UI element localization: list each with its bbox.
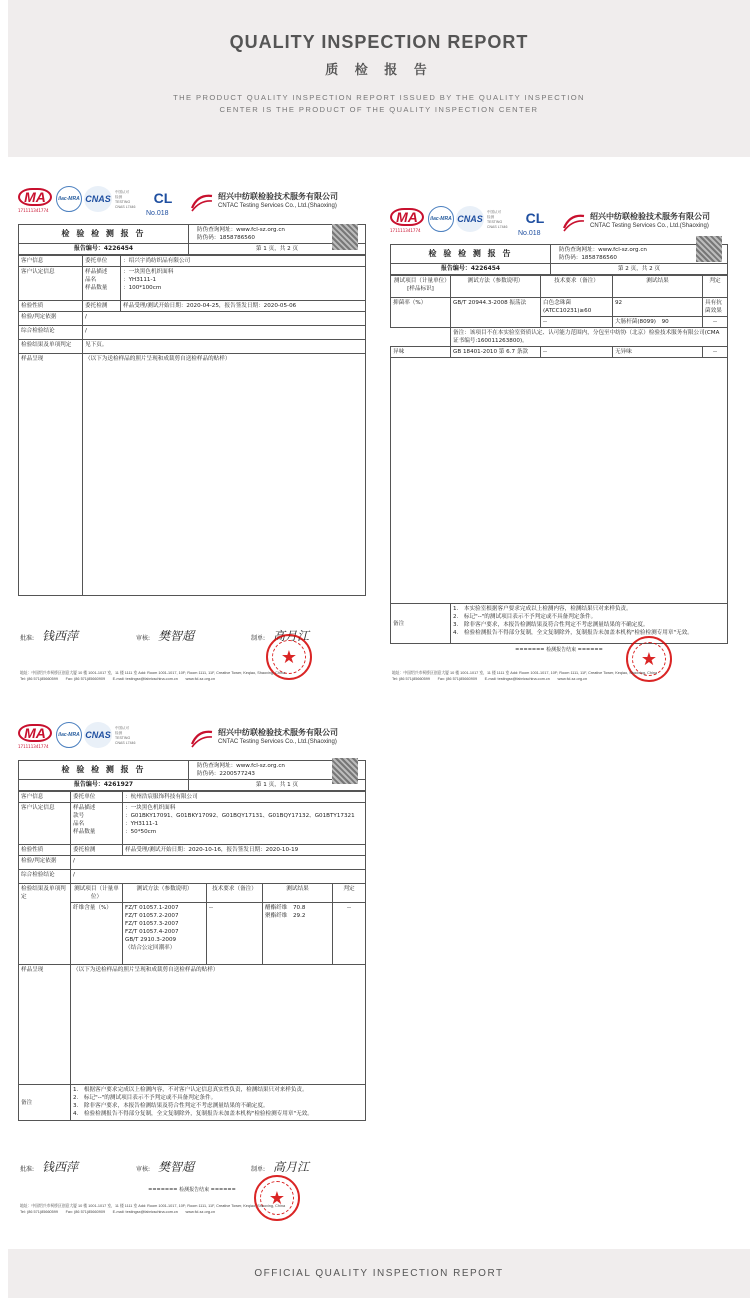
- report-page-1: [18, 184, 366, 689]
- page-indicator: 第 1 页，共 2 页: [189, 244, 366, 255]
- report-number: 报告编号：4226454: [19, 244, 189, 255]
- make-signature: 制单: 高月江: [251, 1160, 310, 1174]
- report-header-table: [18, 760, 366, 791]
- company-name-cn: 绍兴中纺联检验技术服务有限公司: [218, 728, 338, 737]
- sample-photo-area: （以下为送检样品的照片呈现和成裁剪自送检样品的贴样）: [83, 354, 366, 596]
- header-desc-line1: THE PRODUCT QUALITY INSPECTION REPORT ISSUED BY THE QUALITY INSPECTION: [173, 93, 585, 102]
- official-seal: ★: [254, 1175, 300, 1221]
- header-subtitle: 质 检 报 告: [325, 63, 433, 78]
- report-header-table: [18, 224, 366, 255]
- ilac-mra-logo: ilac-MRA: [56, 722, 82, 748]
- report-info-table: 客户信息 委托单位 ：绍兴宇尚纺织品有限公司 客户认定信息 样品描述 品名 样品数量 ：一块黑色机织面料 ：YH3111-1 ：100*100cm 检验性质 委托检测 样品受理/测试开始日期：2020-04-25，报告签发日期：2020-05-06 检验/判定依据 / 综合检验结论 / 检验结果及单项判定 见下页。 样品呈现 （以下为送检样品的照片呈现和成裁剪自送检样品的贴样）: [18, 255, 366, 596]
- report-title: 检 验 检 测 报 告: [19, 225, 189, 244]
- company-name-en: CNTAC Testing Services Co., Ltd.(Shaoxing): [590, 223, 709, 229]
- cnas-logo: CNAS: [84, 722, 112, 748]
- remarks: 1. 本实验室根据客户要求完成以上检测内容，检测结果只对来样负责。 2. 标记"--"的测试项目表示不予判定或不具备判定条件。 3. 除非客户要求，本报告检测结果及符合性判定不考虑测量结果的不确定度。 4. 检验检测报告不得部分复制，全文复制除外，复制报告未加盖本机构"检验检测专用章"无效。: [451, 604, 728, 644]
- company-name-cn: 绍兴中纺联检验技术服务有限公司: [218, 192, 338, 201]
- client-value: ：绍兴宇尚纺织品有限公司: [121, 256, 366, 267]
- report-number: 报告编号：4261927: [19, 780, 189, 791]
- cma-logo: MA: [18, 724, 52, 742]
- report-end: ======= 检测报告结束 ======: [148, 1187, 236, 1193]
- address: 地址：中国绍兴市柯桥区创意大厦 10 楼 1001-1017 室，11 楼 1111 室 Add: Room 1001-1017, 10F; Room 1111, 11F, Creative Tower, Keqiao, Shaoxing, China Tel: (86 571)85660599 Fax: (86 571)85660909 E-mail: testingsx@fabricschina.com.cn www.fcl-sz.org.cn: [20, 1204, 286, 1214]
- query-site: 防伪查询网址：www.fcl-sz.org.cn: [197, 227, 285, 233]
- letterhead: [390, 204, 728, 244]
- fcl-number: No.018: [518, 230, 541, 237]
- company-wave-icon: [562, 212, 586, 232]
- report-title: 检 验 检 测 报 告: [391, 245, 551, 264]
- client-value: ：杭州浩宸服饰科技有限公司: [123, 792, 366, 803]
- report-page-2: [390, 204, 728, 689]
- cma-number: 171111341774: [18, 744, 49, 749]
- letterhead: [18, 184, 366, 224]
- qr-code: [332, 758, 358, 784]
- anti-fake-code: 防伪码：2200577243: [197, 771, 255, 777]
- cnas-caption: 中国认可 检测 TESTING CNAS L7446: [487, 210, 508, 229]
- remarks: 1. 根据客户要求完成以上检测内容，不对客户认定信息真实性负责，检测结果只对来样负责。 2. 标记"--"的测试项目表示不予判定或不具备判定条件。 3. 除非客户要求，本报告检测结果及符合性判定不考虑测量结果的不确定度。 4. 检验检测报告不得部分复制，全文复制除外，复制报告未加盖本机构"检验检测专用章"无效。: [71, 1085, 366, 1121]
- report-info-table: 客户信息 委托单位 ：杭州浩宸服饰科技有限公司 客户认定信息 样品描述 款号 品名 样品数量 ：一块黑色机织面料 ：G01BKY17091、G01BKY17092、G01BQY17131、G01BQY17132、G01BTY17321 ：YH3111-1 ：50*50cm 检验性质 委托检测 样品受理/测试开始日期：2020-10-16，报告签发日期：2020-10-19 检验/判定依据 / 综合检验结论 / 检验结果及单项判定 测试项目（计量单位） 测试方法（参数说明） 技术要求（备注） 测试结果 判定 纤维含量（%） FZ/T 01057.1-2007 FZ/T 01057.2-2007 FZ/T 01057.3-2007 FZ/T 01057.4-2007 GB/T 2910.3-2009 （结合公定回潮率） -- 醋酯纤维 70.8 聚酯纤维 29.2 -- 样品呈现 （以下为送检样品的照片呈现和成裁剪自送检样品的贴样） 备注 1. 根据客户要求完成以上检测内容，不对客户认定信息真实性负责，检测结果只对来样负责。 2. 标记"--"的测试项目表示不予判定或不具备判定条件。 3. 除非客户要求，本报告检测结果及符合性判定不考虑测量结果的不确定度。 4. 检验检测报告不得部分复制，全文复制除外，复制报告未加盖本机构"检验检测专用章"无效。: [18, 791, 366, 1121]
- review-signature: 审核: 樊智超: [136, 1160, 195, 1174]
- address: 地址：中国绍兴市柯桥区创意大厦 10 楼 1001-1017 室，11 楼 1111 室 Add: Room 1001-1017, 10F; Room 1111, 11F, Creative Tower, Keqiao, Shaoxing, China Tel: (86 571)85660599 Fax: (86 571)85660909 E-mail: testingsx@fabricschina.com.cn www.fcl-sz.org.cn: [20, 671, 286, 681]
- page-indicator: 第 1 页，共 1 页: [189, 780, 366, 791]
- anti-fake-code: 防伪码：1858786560: [559, 255, 617, 261]
- test-results-table: 测试项目（计量单位）[样品标识] 测试方法（参数说明） 技术要求（备注） 测试结果 判定 抑菌率（%） GB/T 20944.3-2008 振荡法 白色念珠菌(ATCC10231)≥60 92 具有抗菌效果 -- 大肠杆菌(8099) 90 -- 备注：该项目不在本实验室资质认定、认可能力范围内，分包至中纺协（北京）检验技术服务有限公司(CMA 证书编号:160011263800)。 异味 GB 18401-2010 第 6.7 条款 -- 无异味 -- 备注 1. 本实验室根据客户要求完成以上检测内容，检测结果只对来样负责。 2. 标记"--"的测试项目表示不予判定或不具备判定条件。 3. 除非客户要求，本报告检测结果及符合性判定不考虑测量结果的不确定度。 4. 检验检测报告不得部分复制，全文复制除外，复制报告未加盖本机构"检验检测专用章"无效。: [390, 275, 728, 644]
- letterhead: [18, 720, 366, 760]
- approve-signature: 批准: 钱西萍: [20, 1160, 79, 1174]
- anti-fake-code: 防伪码：1858786560: [197, 235, 255, 241]
- cma-number: 171111341774: [390, 228, 421, 233]
- sample-photo-area: （以下为送检样品的照片呈现和成裁剪自送检样品的贴样）: [71, 965, 366, 1085]
- footer-band: OFFICIAL QUALITY INSPECTION REPORT: [8, 1249, 750, 1298]
- address: 地址：中国绍兴市柯桥区创意大厦 10 楼 1001-1017 室，11 楼 1111 室 Add: Room 1001-1017, 10F; Room 1111, 11F, Creative Tower, Keqiao, Shaoxing, China Tel: (86 571)85660599 Fax: (86 571)85660909 E-mail: testingsx@fabricschina.com.cn www.fcl-sz.org.cn: [392, 671, 658, 681]
- page-indicator: 第 2 页，共 2 页: [551, 264, 728, 275]
- report-end: ======= 检测报告结束 ======: [515, 647, 603, 653]
- review-signature: 审核: 樊智超: [136, 629, 195, 643]
- cnas-logo: CNAS: [456, 206, 484, 232]
- fcl-logo: CL: [525, 210, 545, 226]
- cnas-logo: CNAS: [84, 186, 112, 212]
- client-label: 客户信息: [19, 256, 83, 267]
- query-site: 防伪查询网址：www.fcl-sz.org.cn: [197, 763, 285, 769]
- ilac-mra-logo: ilac-MRA: [56, 186, 82, 212]
- cnas-caption: 中国认可 检测 TESTING CNAS L7446: [115, 726, 136, 745]
- ilac-mra-logo: ilac-MRA: [428, 206, 454, 232]
- company-wave-icon: [190, 192, 214, 212]
- fcl-logo: CL: [153, 190, 173, 206]
- official-seal: ★: [626, 636, 672, 682]
- report-number: 报告编号：4226454: [391, 264, 551, 275]
- company-name-cn: 绍兴中纺联检验技术服务有限公司: [590, 212, 710, 221]
- company-name-en: CNTAC Testing Services Co., Ltd.(Shaoxing): [218, 739, 337, 745]
- cma-logo: MA: [390, 208, 424, 226]
- sample-photo-label: 样品呈现: [19, 354, 83, 596]
- dates: 样品受理/测试开始日期：2020-10-16，报告签发日期：2020-10-19: [123, 845, 366, 856]
- company-wave-icon: [190, 728, 214, 748]
- header-desc-line2: CENTER IS THE PRODUCT OF THE QUALITY INSPECTION CENTER: [219, 105, 539, 114]
- fcl-number: No.018: [146, 210, 169, 217]
- cnas-caption: 中国认可 检测 TESTING CNAS L7446: [115, 190, 136, 209]
- cma-number: 171111341774: [18, 208, 49, 213]
- report-page-3: [18, 720, 366, 1225]
- query-site: 防伪查询网址：www.fcl-sz.org.cn: [559, 247, 647, 253]
- qr-code: [332, 224, 358, 250]
- report-title: 检 验 检 测 报 告: [19, 761, 189, 780]
- report-header-band: [8, 0, 750, 157]
- dates: 样品受理/测试开始日期：2020-04-25，报告签发日期：2020-05-06: [121, 301, 366, 312]
- approve-signature: 批准: 钱西萍: [20, 629, 79, 643]
- make-signature: 制单: 高月江: [251, 629, 310, 643]
- header-title: QUALITY INSPECTION REPORT: [229, 32, 529, 52]
- company-name-en: CNTAC Testing Services Co., Ltd.(Shaoxing): [218, 203, 337, 209]
- report-header-table: [390, 244, 728, 275]
- cma-logo: MA: [18, 188, 52, 206]
- subcontract-note: 备注：该项目不在本实验室资质认定、认可能力范围内，分包至中纺协（北京）检验技术服务有限公司(CMA 证书编号:160011263800)。: [451, 328, 728, 347]
- blank-area: [391, 358, 728, 604]
- qr-code: [696, 236, 722, 262]
- official-seal: ★: [266, 634, 312, 680]
